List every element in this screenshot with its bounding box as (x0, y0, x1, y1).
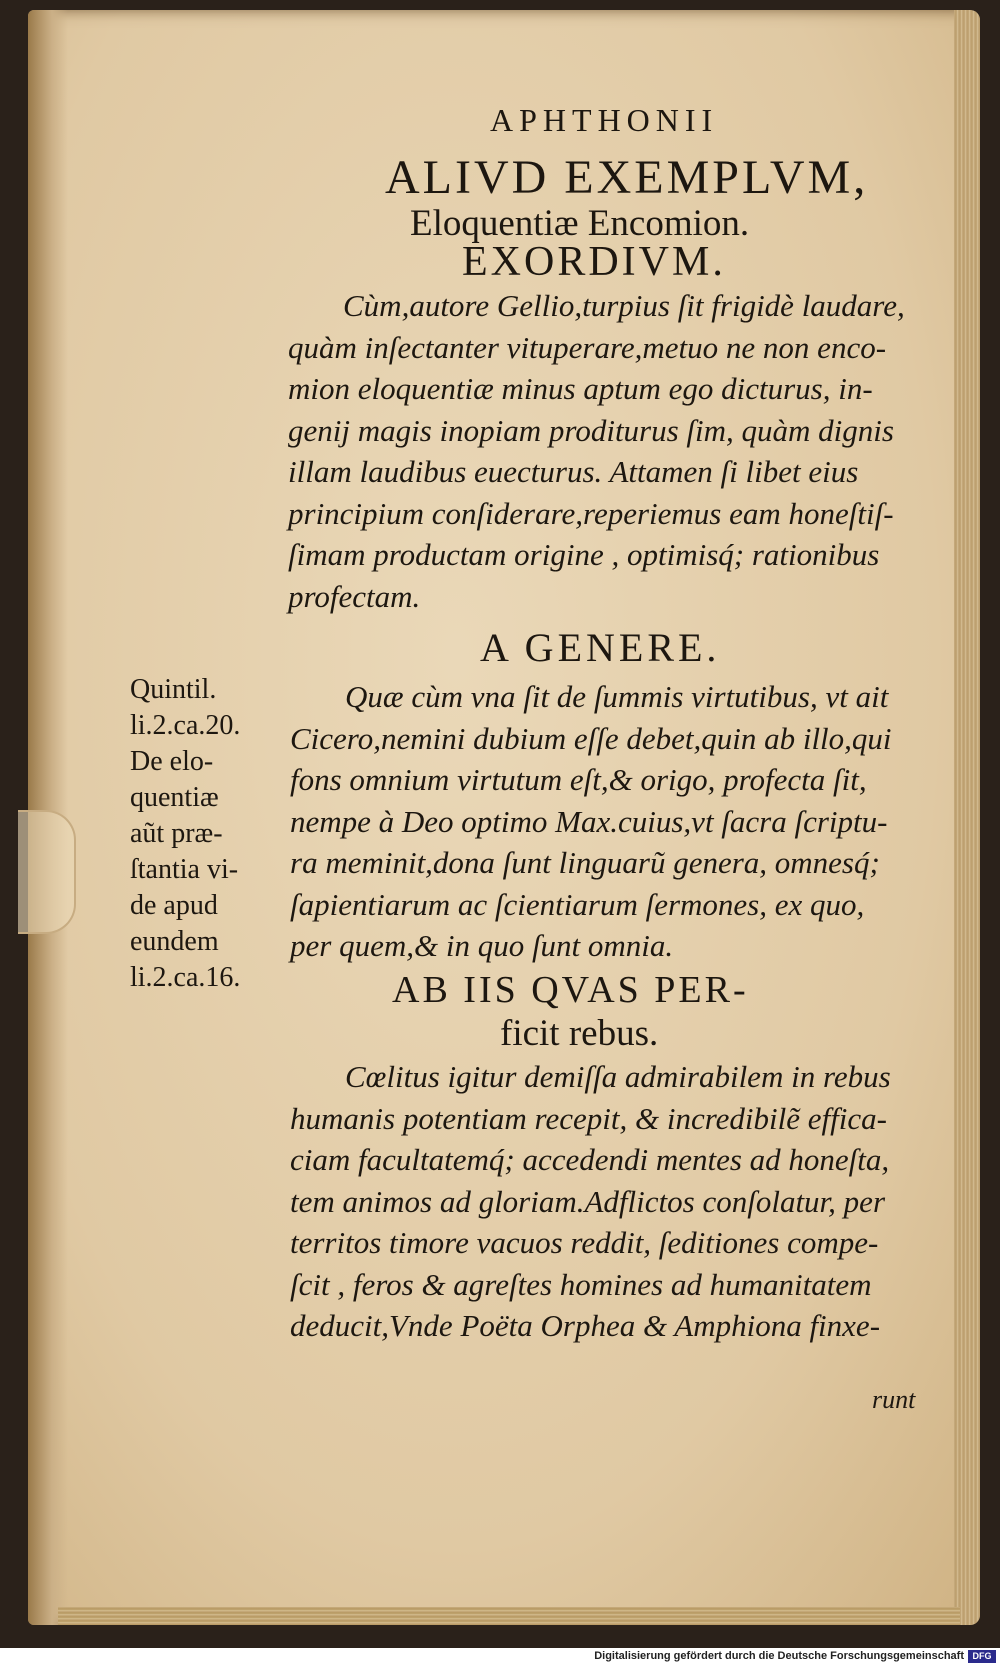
text-line: ſcit , feros & agreſtes homines ad humanitatem (290, 1266, 872, 1302)
text-line: Cicero,nemini dubium eſſe debet,quin ab illo,qui (290, 720, 892, 756)
bottom-page-edges (58, 1607, 960, 1625)
heading-exordium: EXORDIVM. (462, 239, 726, 285)
rebus-paragraph (290, 1056, 940, 1347)
text-line: illam laudibus euecturus. Attamen ſi libet eius (288, 454, 859, 489)
heading-ab-iis-continued: ficit rebus. (500, 1013, 659, 1054)
text-line: nempe à Deo optimo Max.cuius,vt ſacra ſcriptu- (290, 803, 888, 839)
text-line: ſimam productam origine , optimisq́; rationibus (288, 537, 880, 572)
margin-note-line: quentiæ (130, 782, 219, 813)
text-line: Cùm,autore Gellio,turpius ſit frigidè laudare, (343, 288, 905, 323)
catchword: runt (872, 1385, 916, 1414)
text-line: tem animos ad gloriam.Adflictos conſolatur, per (290, 1183, 886, 1219)
margin-note-line: li.2.ca.20. (130, 710, 241, 741)
text-line: humanis potentiam recepit, & incredibilẽ effica- (290, 1100, 887, 1136)
text-line: principium conſiderare,reperiemus eam honeſtiſ- (288, 495, 894, 531)
text-line: ra meminit,dona ſunt linguarũ genera, omnesq́; (290, 845, 880, 880)
text-line: territos timore vacuos reddit, ſeditiones compe- (290, 1225, 879, 1260)
heading-genere: A GENERE. (480, 625, 721, 670)
text-line: per quem,& in quo ſunt omnia. (290, 928, 674, 963)
text-line: quàm inſectanter vituperare,metuo ne non enco- (288, 329, 887, 365)
text-line: Quæ cùm vna ſit de ſummis virtutibus, vt ait (345, 679, 889, 714)
text-line: mion eloquentiæ minus aptum ego dicturus, in- (288, 371, 873, 406)
section-subtitle: Eloquentiæ Encomion. (410, 203, 750, 244)
text-line: ciam facultatemq́; accedendi mentes ad honeſta, (290, 1142, 890, 1177)
exordium-paragraph (288, 285, 938, 617)
page-edges (954, 10, 980, 1625)
genere-paragraph (290, 676, 940, 967)
text-line: ſapientiarum ac ſcientiarum ſermones, ex quo, (290, 886, 865, 922)
section-title: ALIVD EXEMPLVM, (385, 151, 869, 204)
margin-note-line: de apud (130, 890, 218, 921)
margin-note-line: ſtantia vi- (130, 854, 239, 885)
text-line: fons omnium virtutum eſt,& origo, profecta ſit, (290, 762, 867, 797)
margin-note-line: Quintil. (130, 674, 217, 705)
heading-ab-iis: AB IIS QVAS PER- (392, 969, 749, 1011)
page-clip (18, 810, 76, 934)
text-line: genij magis inopiam proditurus ſim, quàm dignis (288, 412, 894, 448)
text-line: profectam. (288, 578, 421, 614)
text-line: deducit,Vnde Poëta Orphea & Amphiona finxe- (290, 1308, 881, 1343)
margin-note-line: li.2.ca.16. (130, 962, 241, 993)
running-head: APHTHONII (490, 102, 719, 138)
margin-note-line: De elo- (130, 746, 214, 777)
margin-note (130, 672, 275, 996)
footer-credit: Digitalisierung gefördert durch die Deutsche Forschungsgemeinschaft (594, 1650, 964, 1662)
margin-note-line: aũt præ- (130, 818, 223, 849)
dfg-logo: DFG (968, 1650, 996, 1663)
margin-note-line: eundem (130, 926, 219, 957)
text-line: Cœlitus igitur demiſſa admirabilem in rebus (345, 1059, 891, 1094)
